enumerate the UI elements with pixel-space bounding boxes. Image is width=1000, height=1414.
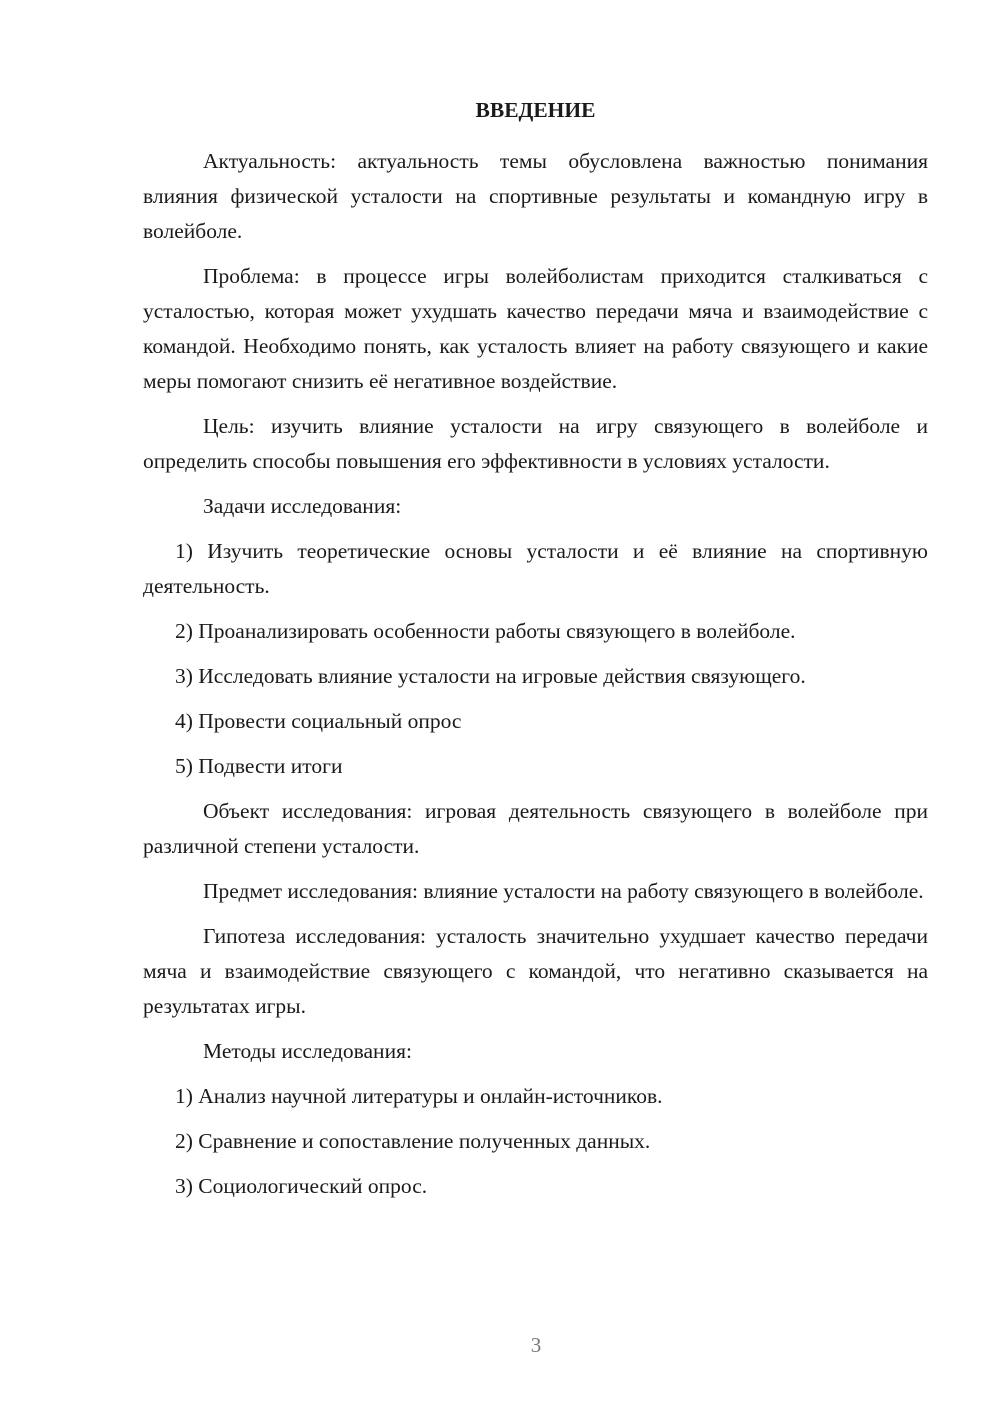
task-item: 2) Проанализировать особенности работы связующего в волейболе.	[175, 619, 796, 643]
document-page	[143, 92, 928, 1214]
task-item: 3) Исследовать влияние усталости на игровые действия связующего.	[175, 664, 806, 688]
method-item: 2) Сравнение и сопоставление полученных данных.	[175, 1129, 651, 1153]
tasks-heading: Задачи исследования:	[203, 494, 402, 518]
hypothesis-paragraph: Гипотеза исследования: усталость значительно ухудшает качество передачи мяча и взаимодействие связующего с командой, что негативно сказывается на результатах игры.	[143, 924, 928, 1018]
object-paragraph: Объект исследования: игровая деятельность связующего в волейболе при различной степени усталости.	[143, 799, 928, 858]
task-item: 5) Подвести итоги	[175, 754, 343, 778]
task-item: 4) Провести социальный опрос	[175, 709, 462, 733]
relevance-paragraph: Актуальность: актуальность темы обусловлена важностью понимания влияния физической усталости на спортивные результаты и командную игру в волейболе.	[143, 149, 928, 243]
method-item: 3) Социологический опрос.	[175, 1174, 428, 1198]
subject-paragraph: Предмет исследования: влияние усталости на работу связующего в волейболе.	[203, 879, 924, 903]
problem-paragraph: Проблема: в процессе игры волейболистам приходится сталкиваться с усталостью, которая может ухудшать качество передачи мяча и взаимодействие с командой. Необходимо понять, как усталость влияет на работу связующего и какие меры помогают снизить её негативное воздействие.	[143, 264, 928, 393]
page-title: ВВЕДЕНИЕ	[475, 98, 596, 122]
goal-paragraph: Цель: изучить влияние усталости на игру связующего в волейболе и определить способы повышения его эффективности в условиях усталости.	[143, 414, 928, 473]
page-number: 3	[530, 1333, 542, 1357]
method-item: 1) Анализ научной литературы и онлайн-источников.	[175, 1084, 663, 1108]
task-item: 1) Изучить теоретические основы усталости и её влияние на спортивную деятельность.	[143, 539, 928, 598]
methods-heading: Методы исследования:	[203, 1039, 412, 1063]
